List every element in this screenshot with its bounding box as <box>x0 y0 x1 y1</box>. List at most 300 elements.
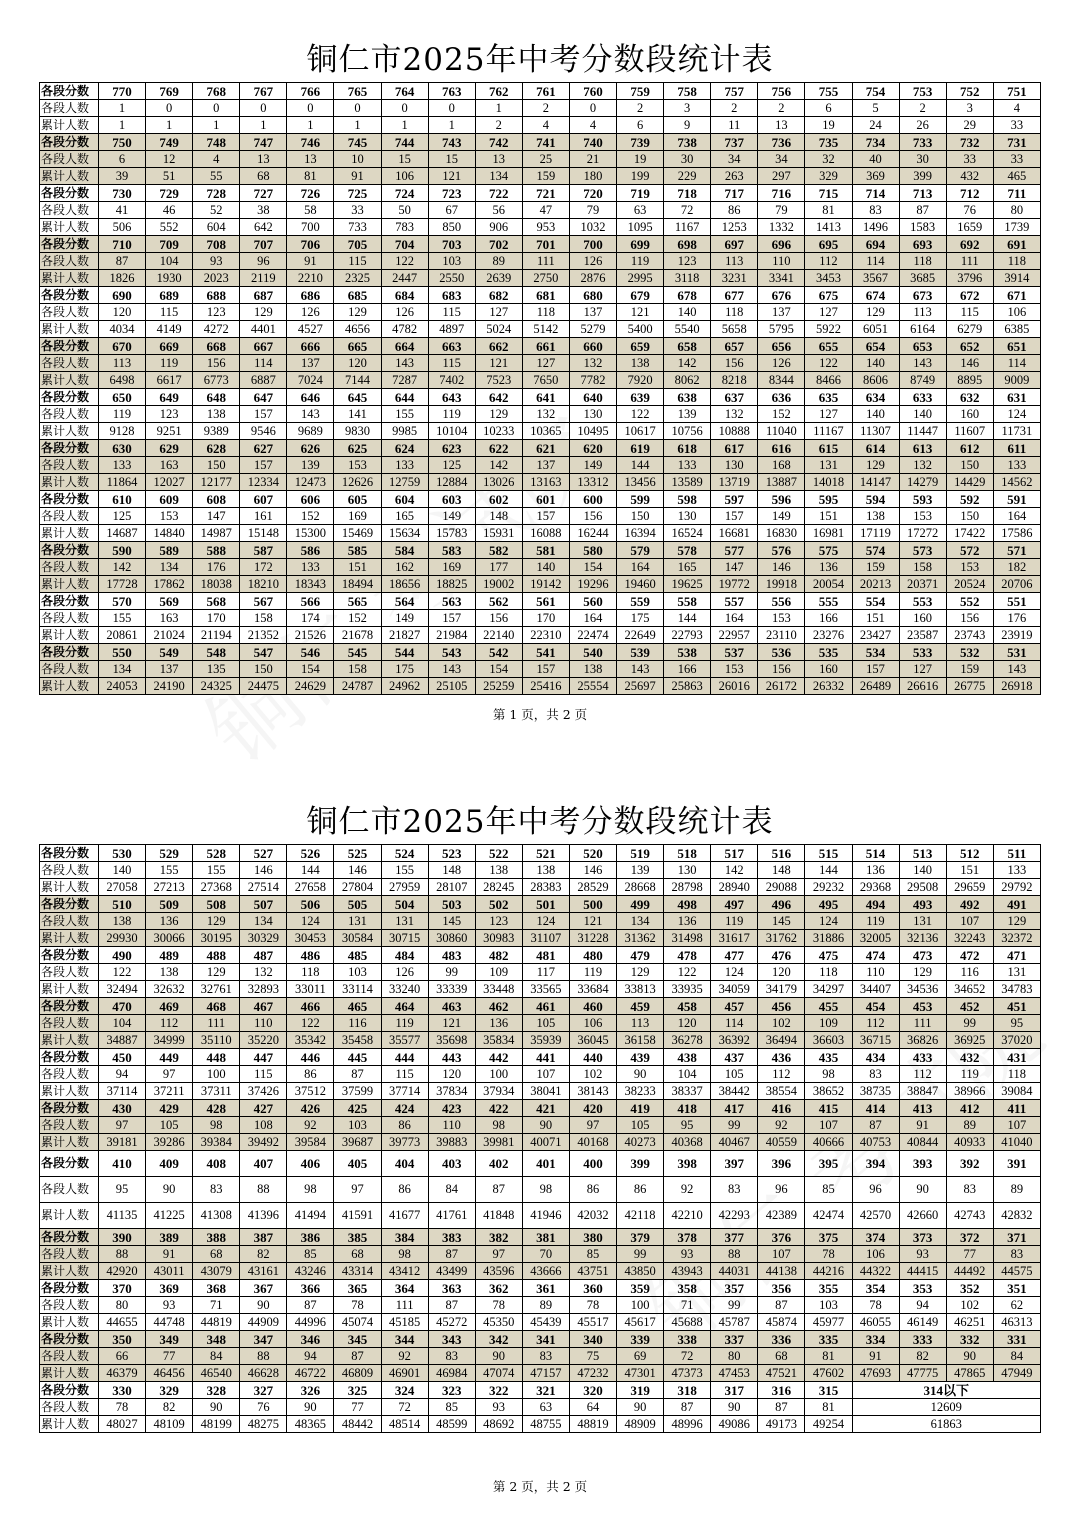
row-cumulative <box>40 168 1041 185</box>
cell-count: 124 <box>993 406 1040 423</box>
cell-cumulative: 5922 <box>805 321 852 338</box>
row-label: 各段人数 <box>40 559 99 576</box>
cell-cumulative: 9830 <box>334 423 381 440</box>
cell-score: 405 <box>334 1151 381 1177</box>
cell-cumulative: 35458 <box>334 1032 381 1049</box>
row-cumulative <box>40 321 1041 338</box>
cell-score: 345 <box>334 1331 381 1348</box>
cell-score: 551 <box>993 593 1040 610</box>
row-cumulative <box>40 1203 1041 1229</box>
cell-cumulative: 13312 <box>569 474 616 491</box>
cell-cumulative: 42660 <box>899 1203 946 1229</box>
row-label: 各段人数 <box>40 1177 99 1203</box>
cell-count: 158 <box>899 559 946 576</box>
cell-count: 119 <box>146 355 193 372</box>
cell-count: 58 <box>287 202 334 219</box>
cell-cumulative: 48109 <box>146 1416 193 1433</box>
cell-count: 158 <box>240 610 287 627</box>
cell-score: 630 <box>99 440 146 457</box>
cell-cumulative: 6887 <box>240 372 287 389</box>
cell-cumulative: 28383 <box>522 879 569 896</box>
cell-count: 165 <box>381 508 428 525</box>
cell-score: 473 <box>899 947 946 964</box>
cell-score: 476 <box>758 947 805 964</box>
cell-tail-cumulative: 61863 <box>852 1416 1041 1433</box>
cell-count: 15 <box>381 151 428 168</box>
row-label: 累计人数 <box>40 525 99 542</box>
cell-score: 402 <box>475 1151 522 1177</box>
cell-score: 766 <box>287 83 334 100</box>
cell-cumulative: 4149 <box>146 321 193 338</box>
cell-score: 315 <box>805 1382 852 1399</box>
row-label: 累计人数 <box>40 981 99 998</box>
cell-count: 87 <box>664 1399 711 1416</box>
cell-score: 711 <box>993 185 1040 202</box>
cell-score: 729 <box>146 185 193 202</box>
cell-cumulative: 8749 <box>899 372 946 389</box>
cell-count: 127 <box>522 355 569 372</box>
cell-cumulative: 25259 <box>475 678 522 695</box>
cell-score: 725 <box>334 185 381 202</box>
cell-count: 41 <box>99 202 146 219</box>
cell-count: 149 <box>758 508 805 525</box>
cell-cumulative: 48996 <box>664 1416 711 1433</box>
score-table <box>39 844 1041 1433</box>
cell-score: 424 <box>381 1100 428 1117</box>
cell-score: 359 <box>617 1280 664 1297</box>
cell-score: 441 <box>522 1049 569 1066</box>
cell-cumulative: 36826 <box>899 1032 946 1049</box>
cell-score: 413 <box>899 1100 946 1117</box>
cell-cumulative: 11307 <box>852 423 899 440</box>
row-cumulative <box>40 117 1041 134</box>
cell-cumulative: 44819 <box>193 1314 240 1331</box>
cell-count: 119 <box>428 406 475 423</box>
cell-score: 693 <box>899 236 946 253</box>
cell-cumulative: 3231 <box>711 270 758 287</box>
cell-cumulative: 39883 <box>428 1134 475 1151</box>
cell-count: 84 <box>993 1348 1040 1365</box>
cell-score: 557 <box>711 593 758 610</box>
cell-count: 2 <box>711 100 758 117</box>
cell-count: 5 <box>852 100 899 117</box>
cell-count: 146 <box>569 862 616 879</box>
cell-count: 122 <box>99 964 146 981</box>
cell-count: 157 <box>852 661 899 678</box>
cell-score: 451 <box>993 998 1040 1015</box>
row-label: 累计人数 <box>40 1365 99 1382</box>
cell-count: 78 <box>99 1399 146 1416</box>
cell-score: 529 <box>146 845 193 862</box>
row-score <box>40 644 1041 661</box>
cell-cumulative: 44031 <box>711 1263 758 1280</box>
cell-score: 369 <box>146 1280 193 1297</box>
cell-count: 129 <box>852 457 899 474</box>
cell-count: 129 <box>193 913 240 930</box>
cell-count: 133 <box>993 457 1040 474</box>
cell-count: 177 <box>475 559 522 576</box>
cell-cumulative: 40168 <box>569 1134 616 1151</box>
cell-cumulative: 45185 <box>381 1314 428 1331</box>
row-label: 各段人数 <box>40 913 99 930</box>
cell-cumulative: 40933 <box>946 1134 993 1151</box>
cell-cumulative: 14429 <box>946 474 993 491</box>
cell-score: 567 <box>240 593 287 610</box>
cell-score: 320 <box>569 1382 616 1399</box>
cell-score: 591 <box>993 491 1040 508</box>
row-count <box>40 1348 1041 1365</box>
cell-count: 88 <box>240 1348 287 1365</box>
cell-cumulative: 47373 <box>664 1365 711 1382</box>
cell-score: 520 <box>569 845 616 862</box>
cell-count: 103 <box>334 964 381 981</box>
cell-score: 721 <box>522 185 569 202</box>
cell-cumulative: 32761 <box>193 981 240 998</box>
cell-cumulative: 38337 <box>664 1083 711 1100</box>
cell-score: 620 <box>569 440 616 457</box>
cell-cumulative: 41135 <box>99 1203 146 1229</box>
cell-count: 138 <box>522 862 569 879</box>
cell-score: 541 <box>522 644 569 661</box>
cell-cumulative: 36278 <box>664 1032 711 1049</box>
cell-score: 491 <box>993 896 1040 913</box>
cell-score: 412 <box>946 1100 993 1117</box>
cell-score: 751 <box>993 83 1040 100</box>
cell-count: 38 <box>240 202 287 219</box>
cell-count: 156 <box>711 355 758 372</box>
cell-score: 440 <box>569 1049 616 1066</box>
row-score <box>40 185 1041 202</box>
cell-score: 472 <box>946 947 993 964</box>
cell-cumulative: 6498 <box>99 372 146 389</box>
cell-count: 142 <box>99 559 146 576</box>
cell-score: 330 <box>99 1382 146 1399</box>
cell-count: 124 <box>522 913 569 930</box>
row-label: 各段人数 <box>40 457 99 474</box>
cell-score: 501 <box>522 896 569 913</box>
cell-count: 71 <box>664 1297 711 1314</box>
cell-count: 110 <box>428 1117 475 1134</box>
cell-score: 758 <box>664 83 711 100</box>
cell-count: 140 <box>99 862 146 879</box>
cell-count: 86 <box>381 1117 428 1134</box>
cell-count: 165 <box>664 559 711 576</box>
cell-cumulative: 10365 <box>522 423 569 440</box>
cell-cumulative: 7024 <box>287 372 334 389</box>
cell-score: 654 <box>852 338 899 355</box>
cell-count: 77 <box>334 1399 381 1416</box>
cell-cumulative: 24 <box>852 117 899 134</box>
row-label: 各段分数 <box>40 1280 99 1297</box>
cell-score: 705 <box>334 236 381 253</box>
cell-score: 499 <box>617 896 664 913</box>
cell-count: 159 <box>946 661 993 678</box>
cell-score: 767 <box>240 83 287 100</box>
cell-score: 367 <box>240 1280 287 1297</box>
cell-cumulative: 297 <box>758 168 805 185</box>
cell-count: 129 <box>240 304 287 321</box>
cell-cumulative: 19625 <box>664 576 711 593</box>
cell-cumulative: 48755 <box>522 1416 569 1433</box>
cell-score: 660 <box>569 338 616 355</box>
cell-cumulative: 44575 <box>993 1263 1040 1280</box>
cell-cumulative: 12027 <box>146 474 193 491</box>
cell-cumulative: 26918 <box>993 678 1040 695</box>
cell-score: 448 <box>193 1049 240 1066</box>
row-label: 各段人数 <box>40 862 99 879</box>
cell-cumulative: 4897 <box>428 321 475 338</box>
cell-cumulative: 46540 <box>193 1365 240 1382</box>
cell-score: 684 <box>381 287 428 304</box>
cell-cumulative: 9546 <box>240 423 287 440</box>
cell-count: 164 <box>617 559 664 576</box>
cell-cumulative: 46456 <box>146 1365 193 1382</box>
cell-count: 88 <box>99 1246 146 1263</box>
cell-cumulative: 35698 <box>428 1032 475 1049</box>
row-count <box>40 202 1041 219</box>
cell-count: 89 <box>946 1117 993 1134</box>
cell-cumulative: 3914 <box>993 270 1040 287</box>
cell-count: 69 <box>617 1348 664 1365</box>
cell-score: 550 <box>99 644 146 661</box>
cell-count: 112 <box>758 1066 805 1083</box>
cell-count: 136 <box>664 913 711 930</box>
cell-cumulative: 32005 <box>852 930 899 947</box>
cell-cumulative: 8062 <box>664 372 711 389</box>
cell-cumulative: 17586 <box>993 525 1040 542</box>
cell-count: 157 <box>240 406 287 423</box>
cell-score: 685 <box>334 287 381 304</box>
cell-count: 66 <box>99 1348 146 1365</box>
cell-count: 115 <box>381 1066 428 1083</box>
cell-score: 351 <box>993 1280 1040 1297</box>
cell-count: 111 <box>381 1297 428 1314</box>
cell-cumulative: 68 <box>240 168 287 185</box>
cell-cumulative: 369 <box>852 168 899 185</box>
cell-score: 422 <box>475 1100 522 1117</box>
cell-count: 2 <box>522 100 569 117</box>
row-score <box>40 389 1041 406</box>
row-score <box>40 236 1041 253</box>
cell-cumulative: 20861 <box>99 627 146 644</box>
cell-score: 768 <box>193 83 240 100</box>
cell-cumulative: 5279 <box>569 321 616 338</box>
cell-count: 91 <box>899 1117 946 1134</box>
cell-count: 77 <box>946 1246 993 1263</box>
cell-cumulative: 13 <box>758 117 805 134</box>
row-label: 各段分数 <box>40 845 99 862</box>
cell-count: 127 <box>475 304 522 321</box>
row-label: 各段分数 <box>40 998 99 1015</box>
cell-cumulative: 37512 <box>287 1083 334 1100</box>
cell-count: 87 <box>852 1117 899 1134</box>
cell-cumulative: 48599 <box>428 1416 475 1433</box>
cell-score: 481 <box>522 947 569 964</box>
cell-count: 143 <box>287 406 334 423</box>
cell-cumulative: 46722 <box>287 1365 334 1382</box>
cell-cumulative: 12177 <box>193 474 240 491</box>
cell-cumulative: 33240 <box>381 981 428 998</box>
cell-score: 500 <box>569 896 616 913</box>
cell-cumulative: 30584 <box>334 930 381 947</box>
cell-count: 102 <box>569 1066 616 1083</box>
cell-count: 120 <box>758 964 805 981</box>
row-label: 各段人数 <box>40 355 99 372</box>
cell-cumulative: 24629 <box>287 678 334 695</box>
cell-cumulative: 25554 <box>569 678 616 695</box>
cell-cumulative: 642 <box>240 219 287 236</box>
cell-count: 182 <box>993 559 1040 576</box>
cell-cumulative: 38735 <box>852 1083 899 1100</box>
cell-cumulative: 36494 <box>758 1032 805 1049</box>
cell-cumulative: 21024 <box>146 627 193 644</box>
cell-cumulative: 41494 <box>287 1203 334 1229</box>
cell-score: 664 <box>381 338 428 355</box>
cell-score: 708 <box>193 236 240 253</box>
page-title: 铜仁市2025年中考分数段统计表 <box>306 804 774 840</box>
cell-count: 90 <box>617 1399 664 1416</box>
cell-score: 634 <box>852 389 899 406</box>
cell-cumulative: 20371 <box>899 576 946 593</box>
cell-count: 104 <box>664 1066 711 1083</box>
cell-score: 701 <box>522 236 569 253</box>
cell-count: 97 <box>99 1117 146 1134</box>
cell-cumulative: 15931 <box>475 525 522 542</box>
cell-count: 138 <box>569 661 616 678</box>
cell-score: 615 <box>805 440 852 457</box>
cell-score: 447 <box>240 1049 287 1066</box>
cell-count: 4 <box>193 151 240 168</box>
cell-count: 125 <box>428 457 475 474</box>
row-label: 累计人数 <box>40 1203 99 1229</box>
cell-cumulative: 432 <box>946 168 993 185</box>
cell-score: 370 <box>99 1280 146 1297</box>
cell-count: 119 <box>99 406 146 423</box>
cell-cumulative: 23919 <box>993 627 1040 644</box>
cell-score: 489 <box>146 947 193 964</box>
cell-score: 363 <box>428 1280 475 1297</box>
cell-score: 445 <box>334 1049 381 1066</box>
cell-count: 86 <box>617 1177 664 1203</box>
cell-count: 123 <box>475 913 522 930</box>
cell-count: 98 <box>193 1117 240 1134</box>
cell-count: 132 <box>240 964 287 981</box>
cell-score: 574 <box>852 542 899 559</box>
cell-score: 621 <box>522 440 569 457</box>
cell-cumulative: 45517 <box>569 1314 616 1331</box>
cell-cumulative: 39584 <box>287 1134 334 1151</box>
cell-score: 619 <box>617 440 664 457</box>
cell-count: 4 <box>993 100 1040 117</box>
cell-cumulative: 22310 <box>522 627 569 644</box>
cell-cumulative: 15469 <box>334 525 381 542</box>
cell-score: 324 <box>381 1382 428 1399</box>
cell-score: 593 <box>899 491 946 508</box>
row-label: 各段分数 <box>40 1151 99 1177</box>
cell-cumulative: 3796 <box>946 270 993 287</box>
cell-count: 124 <box>287 913 334 930</box>
cell-cumulative: 40844 <box>899 1134 946 1151</box>
cell-score: 543 <box>428 644 475 661</box>
cell-score: 754 <box>852 83 899 100</box>
cell-count: 172 <box>240 559 287 576</box>
cell-count: 97 <box>146 1066 193 1083</box>
cell-cumulative: 4 <box>569 117 616 134</box>
cell-count: 156 <box>946 610 993 627</box>
cell-score: 510 <box>99 896 146 913</box>
cell-count: 107 <box>522 1066 569 1083</box>
cell-cumulative: 33114 <box>334 981 381 998</box>
cell-cumulative: 23587 <box>899 627 946 644</box>
cell-count: 139 <box>287 457 334 474</box>
row-label: 累计人数 <box>40 1032 99 1049</box>
cell-score: 358 <box>664 1280 711 1297</box>
cell-score: 526 <box>287 845 334 862</box>
cell-count: 83 <box>711 1177 758 1203</box>
row-cumulative <box>40 1263 1041 1280</box>
cell-cumulative: 30195 <box>193 930 240 947</box>
row-cumulative <box>40 879 1041 896</box>
cell-score: 676 <box>758 287 805 304</box>
cell-cumulative: 1 <box>193 117 240 134</box>
cell-score: 629 <box>146 440 193 457</box>
cell-count: 129 <box>193 964 240 981</box>
cell-count: 92 <box>758 1117 805 1134</box>
cell-count: 2 <box>758 100 805 117</box>
cell-cumulative: 906 <box>475 219 522 236</box>
row-label: 各段分数 <box>40 542 99 559</box>
row-count <box>40 1246 1041 1263</box>
cell-cumulative: 34297 <box>805 981 852 998</box>
cell-cumulative: 1 <box>240 117 287 134</box>
cell-count: 104 <box>99 1015 146 1032</box>
cell-score: 691 <box>993 236 1040 253</box>
cell-count: 88 <box>711 1246 758 1263</box>
cell-count: 114 <box>240 355 287 372</box>
cell-score: 414 <box>852 1100 899 1117</box>
cell-cumulative: 21352 <box>240 627 287 644</box>
cell-count: 3 <box>946 100 993 117</box>
cell-count: 166 <box>805 610 852 627</box>
cell-count: 170 <box>522 610 569 627</box>
cell-count: 156 <box>475 610 522 627</box>
cell-count: 30 <box>899 151 946 168</box>
cell-count: 118 <box>993 1066 1040 1083</box>
cell-score: 723 <box>428 185 475 202</box>
cell-score: 446 <box>287 1049 334 1066</box>
cell-count: 98 <box>805 1066 852 1083</box>
cell-count: 93 <box>475 1399 522 1416</box>
cell-cumulative: 41946 <box>522 1203 569 1229</box>
cell-count: 102 <box>758 1015 805 1032</box>
cell-score: 470 <box>99 998 146 1015</box>
cell-score: 516 <box>758 845 805 862</box>
cell-cumulative: 20054 <box>805 576 852 593</box>
cell-count: 72 <box>381 1399 428 1416</box>
cell-count: 130 <box>569 406 616 423</box>
cell-score: 494 <box>852 896 899 913</box>
cell-score: 599 <box>617 491 664 508</box>
row-label: 各段人数 <box>40 610 99 627</box>
cell-cumulative: 1167 <box>664 219 711 236</box>
cell-cumulative: 24787 <box>334 678 381 695</box>
cell-count: 111 <box>946 253 993 270</box>
cell-score: 698 <box>664 236 711 253</box>
cell-score: 607 <box>240 491 287 508</box>
cell-count: 0 <box>334 100 381 117</box>
cell-score: 611 <box>993 440 1040 457</box>
cell-cumulative: 46313 <box>993 1314 1040 1331</box>
